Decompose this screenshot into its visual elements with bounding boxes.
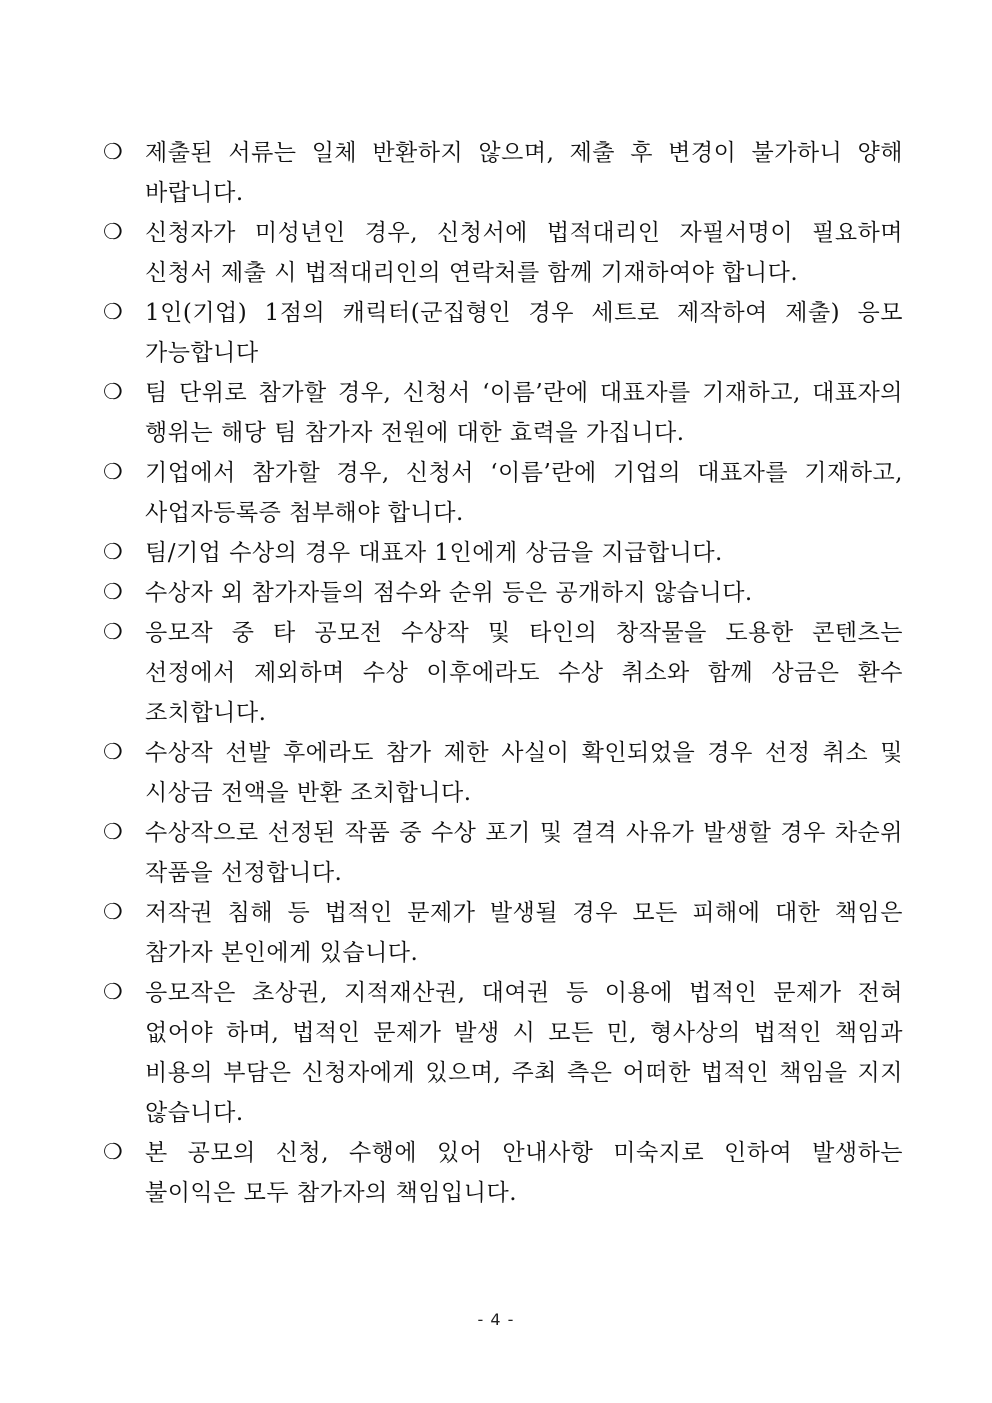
notice-list xyxy=(103,133,903,1213)
list-item-text: 본 공모의 신청, 수행에 있어 안내사항 미숙지로 인하여 발생하는 불이익은 모두 참가자의 책임입니다. xyxy=(145,1140,903,1206)
list-item xyxy=(103,813,903,893)
bullet-icon: ❍ xyxy=(103,820,124,845)
list-item xyxy=(103,733,903,813)
list-item-text: 응모작 중 타 공모전 수상작 및 타인의 창작물을 도용한 콘텐츠는 선정에서 제외하며 수상 이후에라도 수상 취소와 함께 상금은 환수 조치합니다. xyxy=(145,620,903,726)
list-item-text: 수상작 선발 후에라도 참가 제한 사실이 확인되었을 경우 선정 취소 및 시상금 전액을 반환 조치합니다. xyxy=(145,740,903,806)
list-item xyxy=(103,613,903,733)
list-item-text: 응모작은 초상권, 지적재산권, 대여권 등 이용에 법적인 문제가 전혀 없어야 하며, 법적인 문제가 발생 시 모든 민, 형사상의 법적인 책임과 비용의 부담은 신청자에게 있으며, 주최 측은 어떠한 법적인 책임을 지지 않습니다. xyxy=(145,980,903,1126)
bullet-icon: ❍ xyxy=(103,380,124,405)
bullet-icon: ❍ xyxy=(103,580,124,605)
list-item xyxy=(103,573,903,613)
list-item xyxy=(103,293,903,373)
list-item xyxy=(103,1133,903,1213)
list-item-text: 팀/기업 수상의 경우 대표자 1인에게 상금을 지급합니다. xyxy=(145,540,723,566)
list-item-text: 저작권 침해 등 법적인 문제가 발생될 경우 모든 피해에 대한 책임은 참가자 본인에게 있습니다. xyxy=(145,900,903,966)
bullet-icon: ❍ xyxy=(103,620,124,645)
list-item xyxy=(103,453,903,533)
bullet-icon: ❍ xyxy=(103,220,124,245)
bullet-icon: ❍ xyxy=(103,980,124,1005)
list-item-text: 팀 단위로 참가할 경우, 신청서 ‘이름’란에 대표자를 기재하고, 대표자의 행위는 해당 팀 참가자 전원에 대한 효력을 가집니다. xyxy=(145,380,903,446)
list-item-text: 기업에서 참가할 경우, 신청서 ‘이름’란에 기업의 대표자를 기재하고, 사업자등록증 첨부해야 합니다. xyxy=(145,460,903,526)
list-item-text: 수상자 외 참가자들의 점수와 순위 등은 공개하지 않습니다. xyxy=(145,580,753,606)
page-number: - 4 - xyxy=(477,1310,515,1329)
list-item xyxy=(103,973,903,1133)
list-item xyxy=(103,373,903,453)
bullet-icon: ❍ xyxy=(103,300,124,325)
list-item xyxy=(103,213,903,293)
bullet-icon: ❍ xyxy=(103,1140,124,1165)
bullet-icon: ❍ xyxy=(103,740,124,765)
list-item-text: 신청자가 미성년인 경우, 신청서에 법적대리인 자필서명이 필요하며 신청서 제출 시 법적대리인의 연락처를 함께 기재하여야 합니다. xyxy=(145,220,903,286)
list-item xyxy=(103,133,903,213)
bullet-icon: ❍ xyxy=(103,540,124,565)
bullet-icon: ❍ xyxy=(103,460,124,485)
list-item xyxy=(103,533,903,573)
list-item-text: 1인(기업) 1점의 캐릭터(군집형인 경우 세트로 제작하여 제출) 응모 가능합니다 xyxy=(145,300,903,366)
list-item-text: 수상작으로 선정된 작품 중 수상 포기 및 결격 사유가 발생할 경우 차순위 작품을 선정합니다. xyxy=(145,820,903,886)
list-item-text: 제출된 서류는 일체 반환하지 않으며, 제출 후 변경이 불가하니 양해 바랍니다. xyxy=(145,140,903,206)
bullet-icon: ❍ xyxy=(103,900,124,925)
list-item xyxy=(103,893,903,973)
bullet-icon: ❍ xyxy=(103,140,124,165)
